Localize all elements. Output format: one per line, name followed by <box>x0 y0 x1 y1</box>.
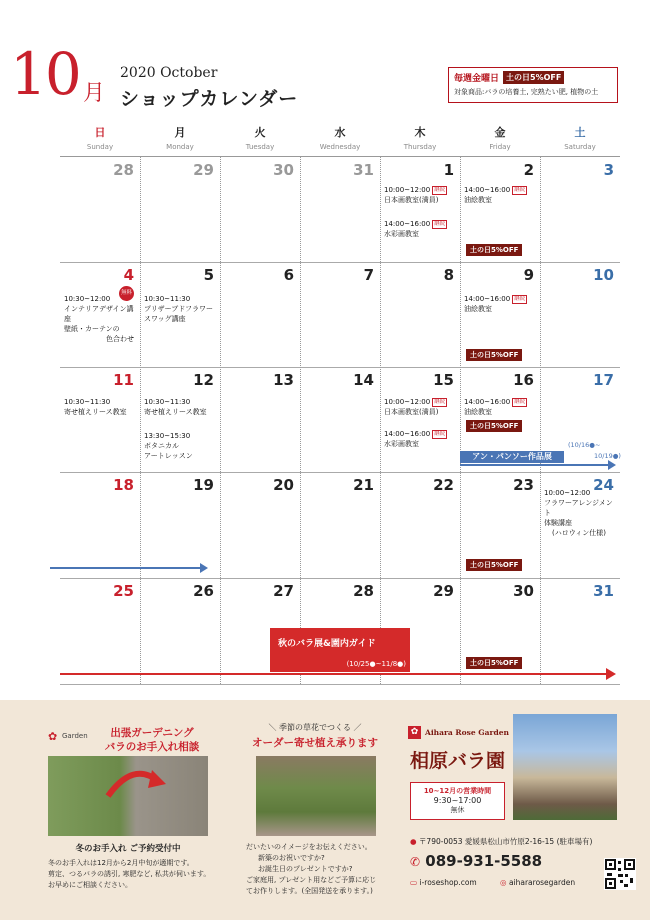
day-cell: 25 <box>113 582 134 600</box>
business-hours-box: 10~12月の営業時間 9:30~17:00 無休 <box>410 782 505 820</box>
weekday-saturday: 土 Saturday <box>564 126 596 151</box>
weekday-thursday: 木 Thursday <box>403 126 437 151</box>
phone-icon: ✆ <box>410 855 421 869</box>
day-cell: 6 <box>283 266 294 284</box>
day-cell: 26 <box>193 582 214 600</box>
event-item: 10:30~12:00 インテリアデザイン講座 壁紙・カーテンの 色合わせ <box>64 295 134 343</box>
day-cell: 31 <box>593 582 614 600</box>
event-item: 10:00~12:00 継続 日本画教室(満員) <box>384 186 446 204</box>
winter-care-caption: 冬のお手入れ ご予約受付中 <box>75 844 181 854</box>
day-cell: 17 <box>593 371 614 389</box>
rose-logo-icon: ✿ <box>408 726 421 739</box>
qr-code[interactable] <box>604 858 636 890</box>
day-cell: 10 <box>593 266 614 284</box>
month-number: 10 <box>10 40 80 108</box>
day-cell: 16 14:00~16:00 継続 油絵教室 土の日5%OFF <box>460 367 540 471</box>
event-item: 14:00~16:00 継続 油絵教室 <box>464 295 526 313</box>
rose-icon: ✿ <box>48 730 58 743</box>
day-cell: 28 <box>113 161 134 179</box>
garden-building-photo <box>513 714 617 820</box>
event-item: 14:00~16:00 継続 油絵教室 <box>464 186 526 204</box>
free-badge: 無料 <box>119 286 134 301</box>
garden-photo <box>48 756 208 836</box>
phone-line: ✆ 089-931-5588 <box>410 852 543 870</box>
rose-festival-title: 秋のバラ展&園内ガイド <box>278 639 376 649</box>
weekday-monday: 月 Monday <box>166 126 194 151</box>
day-cell: 11 10:30~11:30 寄せ植えリース教室 <box>60 367 140 471</box>
exhibition-arrow-line <box>50 567 202 569</box>
day-cell: 29 <box>433 582 454 600</box>
day-cell: 18 <box>113 476 134 494</box>
exhibition-arrow-line <box>460 464 610 466</box>
day-cell: 14 <box>353 371 374 389</box>
sale-badge: 土の日5%OFF <box>466 420 522 432</box>
promo-box <box>448 67 618 103</box>
day-cell: 29 <box>193 161 214 179</box>
event-item: 10:30~11:30 プリザーブドフラワー スワッグ講座 <box>144 295 214 323</box>
instagram-link[interactable]: ◎ aihararosegarden <box>500 878 576 887</box>
arrangement-text: だいたいのイメージをお伝えください。 新築のお祝いですか? お誕生日のプレゼントですか? ご家庭用, プレゼント用などご予算に応じ てお作りします。(全国発送を承ります。) <box>246 843 377 895</box>
brand-name-jp: 相原バラ園 <box>410 750 506 772</box>
calendar-title: ショップカレンダー <box>120 88 299 110</box>
garden-service-title: 出張ガーデニング バラのお手入れ相談 <box>104 727 200 753</box>
day-cell: 3 <box>603 161 614 179</box>
arrangement-title: オーダー寄せ植え承ります <box>252 737 378 749</box>
blue-banner-dates-start: (10/16●~ <box>568 441 601 449</box>
day-cell: 7 <box>363 266 374 284</box>
day-cell: 13 <box>273 371 294 389</box>
rose-festival-banner <box>270 628 410 672</box>
day-cell: 27 <box>273 582 294 600</box>
rose-festival-dates: (10/25●~11/8●) <box>346 660 406 668</box>
row-divider <box>60 684 620 685</box>
event-item: 13:30~15:30 ボタニカル アートレッスン <box>144 432 193 460</box>
day-cell: 22 <box>433 476 454 494</box>
event-item: 10:00~12:00 フラワーアレンジメント 体験講座 (ハロウィン仕様) <box>544 489 613 537</box>
day-cell: 1 10:00~12:00 継続 日本画教室(満員) 14:00~16:00 継続 水彩画教室 <box>380 157 460 261</box>
day-cell: 4 無料 10:30~12:00 インテリアデザイン講座 壁紙・カーテンの 色合わせ <box>60 262 140 366</box>
blue-banner-dates-end: 10/19●) <box>594 452 621 460</box>
arrow-icon <box>48 756 208 836</box>
day-cell: 30 土の日5%OFF <box>460 578 540 682</box>
instagram-icon: ◎ <box>500 878 507 887</box>
arrow-head-icon <box>608 460 616 470</box>
arrow-head-icon <box>606 668 616 680</box>
shop-link[interactable]: ▭ i-roseshop.com <box>410 878 477 887</box>
day-cell: 24 10:00~12:00 フラワーアレンジメント 体験講座 (ハロウィン仕様) <box>540 472 620 576</box>
day-cell: 31 <box>353 161 374 179</box>
laptop-icon: ▭ <box>410 878 418 887</box>
day-cell: 8 <box>443 266 454 284</box>
promo-head: 毎週金曜日 <box>454 74 500 84</box>
qr-code-icon <box>604 858 636 890</box>
day-cell: 21 <box>353 476 374 494</box>
sale-badge: 土の日5%OFF <box>466 657 522 669</box>
sale-badge: 土の日5%OFF <box>466 244 522 256</box>
arrangement-photo <box>256 756 376 836</box>
day-cell: 28 <box>353 582 374 600</box>
event-item: 14:00~16:00 継続 油絵教室 <box>464 398 526 416</box>
event-item: 10:30~11:30 寄せ植えリース教室 <box>64 398 127 416</box>
location-pin-icon: ● <box>410 837 417 846</box>
day-cell: 30 <box>273 161 294 179</box>
day-cell: 19 <box>193 476 214 494</box>
day-cell: 12 10:30~11:30 寄せ植えリース教室 13:30~15:30 ボタニカル アートレッスン <box>140 367 220 471</box>
promo-description: 対象商品:バラの培養土, 完熟たい肥, 植物の土 <box>454 88 599 96</box>
day-cell: 9 14:00~16:00 継続 油絵教室 土の日5%OFF <box>460 262 540 366</box>
day-cell: 20 <box>273 476 294 494</box>
weekday-sunday: 日 Sunday <box>86 126 114 151</box>
address-line: ● 〒790-0053 愛媛県松山市竹原2-16-15 (駐車場有) <box>410 837 593 846</box>
winter-care-text: 冬のお手入れは12月から2月中旬が適期です。 剪定、つるバラの誘引, 寒肥など, 私共が伺います。 お早めにご相談ください。 <box>48 859 211 889</box>
day-cell: 15 10:00~12:00 継続 日本画教室(満員) 14:00~16:00 継続 水彩画教室 <box>380 367 460 471</box>
brand-name-en: Aihara Rose Garden <box>425 728 509 737</box>
rose-festival-arrow-line <box>60 673 608 675</box>
arrangement-kicker: ＼ 季節の草花でつくる ／ <box>268 723 362 732</box>
day-cell: 2 14:00~16:00 継続 油絵教室 土の日5%OFF <box>460 157 540 261</box>
promo-badge: 土の日5%OFF <box>503 71 564 84</box>
arrow-head-icon <box>200 563 208 573</box>
event-item: 14:00~16:00 継続 水彩画教室 <box>384 430 446 448</box>
footer <box>0 700 650 920</box>
weekday-tuesday: 火 Tuesday <box>245 126 275 151</box>
weekday-friday: 金 Friday <box>489 126 511 151</box>
exhibition-banner: アン・パンソー作品展 <box>460 451 564 463</box>
month-kanji: 月 <box>83 81 106 106</box>
sale-badge: 土の日5%OFF <box>466 559 522 571</box>
event-item: 14:00~16:00 継続 水彩画教室 <box>384 220 446 238</box>
year-line: 2020 October <box>120 65 218 81</box>
garden-label: Garden <box>62 732 88 740</box>
event-item: 10:00~12:00 継続 日本画教室(満員) <box>384 398 446 416</box>
weekday-wednesday: 水 Wednesday <box>319 126 361 151</box>
sale-badge: 土の日5%OFF <box>466 349 522 361</box>
day-cell: 5 10:30~11:30 プリザーブドフラワー スワッグ講座 <box>140 262 220 366</box>
event-item: 10:30~11:30 寄せ植えリース教室 <box>144 398 207 416</box>
day-cell: 23 土の日5%OFF <box>460 472 540 576</box>
